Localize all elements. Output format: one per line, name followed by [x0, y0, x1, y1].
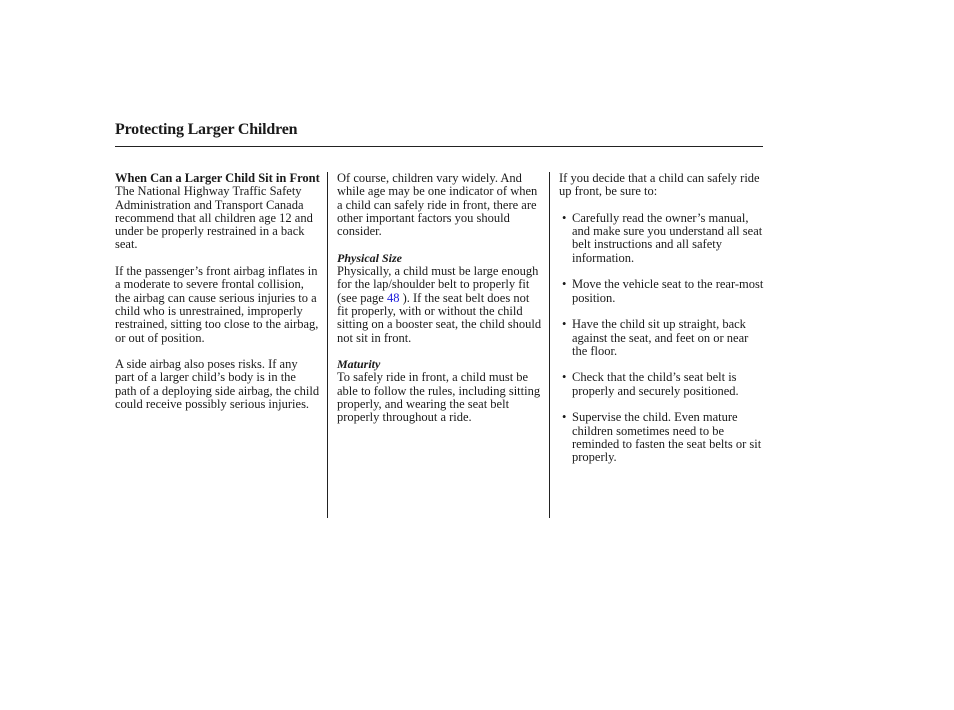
spacer [337, 238, 543, 251]
safety-checklist [559, 212, 764, 465]
list-item [559, 411, 764, 464]
paragraph-side-airbag: A side airbag also poses risks. If any part of a larger child’s body is in the path of a deploying side airbag, the child could receive possibly serious injuries. [115, 357, 320, 412]
physical-size-text-a: Physically, a child must be large enough for the lap/shoulder belt to properly fit (see page [337, 264, 539, 305]
bullet-icon: • [562, 210, 567, 225]
paragraph-front-airbag: If the passenger’s front airbag inflates in a moderate to severe frontal collision, the airbag can cause serious injuries to a child who is unrestrained, improperly restrained, sitting too close to the airbag, or out of position. [115, 264, 319, 345]
page-title: Protecting Larger Children [115, 121, 298, 138]
bullet-icon: • [562, 277, 567, 292]
title-divider [115, 146, 763, 147]
list-item [559, 318, 764, 358]
paragraph-children-vary: Of course, children vary widely. And while age may be one indicator of when a child can safely ride in front, there are other important factors you should consider. [337, 171, 538, 239]
section-heading-front-seat: When Can a Larger Child Sit in Front [115, 171, 320, 185]
bullet-icon: • [562, 410, 567, 425]
list-item [559, 278, 764, 305]
list-item [559, 371, 764, 398]
column-middle [337, 172, 543, 425]
column-left [115, 172, 320, 411]
subheading-physical-size: Physical Size [337, 250, 402, 265]
paragraph-maturity: To safely ride in front, a child must be able to follow the rules, including sitting properly, and wearing the seat belt properly throughout a ride. [337, 370, 541, 425]
page-reference-link[interactable]: 48 [386, 290, 400, 305]
column-divider-1 [327, 172, 328, 518]
paragraph-nhtsa-recommendation: The National Highway Traffic Safety Administration and Transport Canada recommend that all children age 12 and under be properly restrained in a back seat. [115, 184, 313, 252]
paragraph-be-sure-to: If you decide that a child can safely ride up front, be sure to: [559, 171, 760, 199]
spacer [559, 199, 764, 212]
spacer [337, 345, 543, 358]
list-item-text: Move the vehicle seat to the rear-most position. [572, 277, 764, 305]
column-divider-2 [549, 172, 550, 518]
bullet-icon: • [562, 370, 567, 385]
subheading-maturity: Maturity [337, 357, 381, 372]
list-item-text: Have the child sit up straight, back against the seat, and feet on or near the floor. [572, 317, 749, 358]
spacer [115, 345, 320, 358]
column-right [559, 172, 764, 478]
physical-size-text-b: ). If the seat belt does not fit properly, with or without the child sitting on a booster seat, the child should not sit in front. [337, 290, 542, 345]
list-item-text: Check that the child’s seat belt is properly and securely positioned. [572, 370, 739, 398]
list-item [559, 212, 764, 265]
bullet-icon: • [562, 317, 567, 332]
spacer [115, 252, 320, 265]
list-item-text: Supervise the child. Even mature children sometimes need to be reminded to fasten the seat belts or sit properly. [572, 410, 762, 465]
paragraph-physical-size [337, 265, 543, 345]
list-item-text: Carefully read the owner’s manual, and make sure you understand all seat belt instructions and all safety information. [572, 210, 763, 265]
